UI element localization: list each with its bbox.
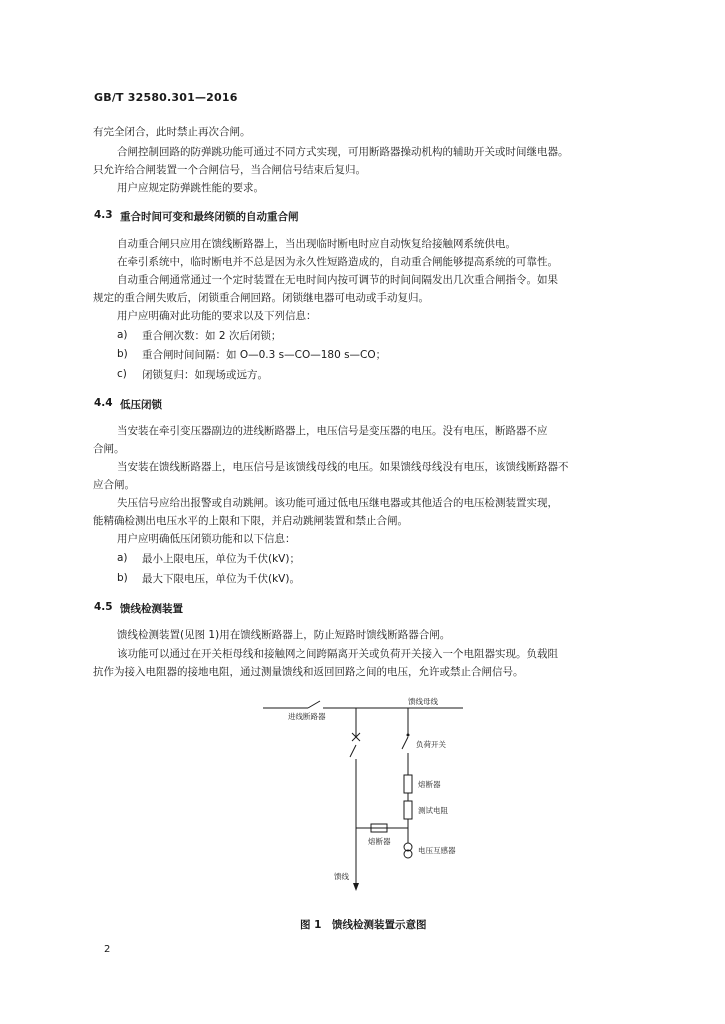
list-item-label: b): [117, 348, 128, 360]
paragraph-line: 馈线检测装置(见图 1)用在馈线断路器上，防止短路时馈线断路器合闸。: [117, 629, 451, 641]
paragraph-line: 用户应规定防弹跳性能的要求。: [117, 182, 264, 194]
paragraph-line: 有完全闭合，此时禁止再次合闸。: [93, 126, 251, 138]
paragraph-line: 只允许给合闸装置一个合闸信号，当合闸信号结束后复归。: [93, 164, 366, 176]
test-resistor-element: [404, 801, 412, 819]
diagram-svg: [258, 697, 483, 895]
paragraph-line: 用户应明确对此功能的要求以及下列信息：: [117, 310, 317, 322]
feeder-detection-diagram: [258, 697, 483, 895]
list-item-text: 最大下限电压，单位为千伏(kV)。: [142, 573, 300, 585]
breaker-label: 进线断路器: [288, 712, 326, 721]
paragraph-line: 应合闸。: [93, 479, 135, 491]
paragraph-line: 用户应明确低压闭锁功能和以下信息：: [117, 533, 296, 545]
list-item-text: 最小上限电压，单位为千伏(kV)；: [142, 553, 300, 565]
page-number: 2: [104, 944, 111, 955]
section-number: 4.4: [94, 397, 113, 409]
section-title: 低压闭锁: [120, 399, 162, 411]
fuse-label: 熔断器: [368, 837, 391, 846]
section-number: 4.3: [94, 209, 113, 221]
load-switch-label: 负荷开关: [416, 740, 446, 749]
section-number: 4.5: [94, 601, 113, 613]
paragraph-line: 当安装在牵引变压器副边的进线断路器上，电压信号是变压器的电压。没有电压，断路器不应: [117, 425, 548, 437]
paragraph-line: 在牵引系统中，临时断电并不总是因为永久性短路造成的，自动重合闸能够提高系统的可靠性。: [117, 256, 558, 268]
switch-dot: [407, 734, 410, 737]
fuse-label: 熔断器: [418, 780, 441, 789]
paragraph-line: 当安装在馈线断路器上，电压信号是该馈线母线的电压。如果馈线母线没有电压，该馈线断路器不: [117, 461, 569, 473]
paragraph-line: 能精确检测出电压水平的上限和下限，并启动跳闸装置和禁止合闸。: [93, 515, 408, 527]
paragraph-line: 规定的重合闸失败后，闭锁重合闸回路。闭锁继电器可电动或手动复归。: [93, 292, 429, 304]
feeder-arrow: [353, 883, 359, 891]
vt-label: 电压互感器: [418, 846, 456, 855]
paragraph-line: 自动重合闸通常通过一个定时装置在无电时间内按可调节的时间间隔发出几次重合闸指令。如果: [117, 274, 558, 286]
resistor-label: 测试电阻: [418, 806, 448, 815]
section-title: 重合时间可变和最终闭锁的自动重合闸: [120, 211, 299, 223]
paragraph-line: 该功能可以通过在开关柜母线和接触网之间跨隔离开关或负荷开关接入一个电阻器实现。负载阻: [117, 648, 558, 660]
list-item-text: 闭锁复归：如现场或远方。: [142, 369, 268, 381]
paragraph-line: 合闸控制回路的防弹跳功能可通过不同方式实现，可用断路器操动机构的辅助开关或时间继电器。: [117, 146, 569, 158]
document-code: GB/T 32580.301—2016: [94, 91, 238, 104]
paragraph-line: 自动重合闸只应用在馈线断路器上，当出现临时断电时应自动恢复给接触网系统供电。: [117, 238, 516, 250]
load-switch-blade: [402, 737, 408, 749]
list-item-label: c): [117, 368, 127, 380]
feeder-label: 馈线: [334, 872, 349, 881]
busbar-label: 馈线母线: [408, 697, 438, 706]
list-item-text: 重合闸时间间隔：如 O—0.3 s—CO—180 s—CO；: [142, 349, 387, 361]
paragraph-line: 抗作为接入电阻器的接地电阻，通过测量馈线和返回回路之间的电压，允许或禁止合闸信号。: [93, 666, 524, 678]
paragraph-line: 失压信号应给出报警或自动跳闸。该功能可通过低电压继电器或其他适合的电压检测装置实现，: [117, 497, 558, 509]
section-title: 馈线检测装置: [120, 603, 183, 615]
list-item-label: a): [117, 552, 128, 564]
list-item-text: 重合闸次数：如 2 次后闭锁；: [142, 330, 282, 342]
feeder-breaker-blade: [350, 745, 356, 757]
incoming-breaker-blade: [308, 701, 320, 708]
figure-caption: 图 1 馈线检测装置示意图: [300, 919, 427, 931]
list-item-label: a): [117, 329, 128, 341]
fuse-element-right: [404, 775, 412, 793]
list-item-label: b): [117, 572, 128, 584]
paragraph-line: 合闸。: [93, 443, 125, 455]
